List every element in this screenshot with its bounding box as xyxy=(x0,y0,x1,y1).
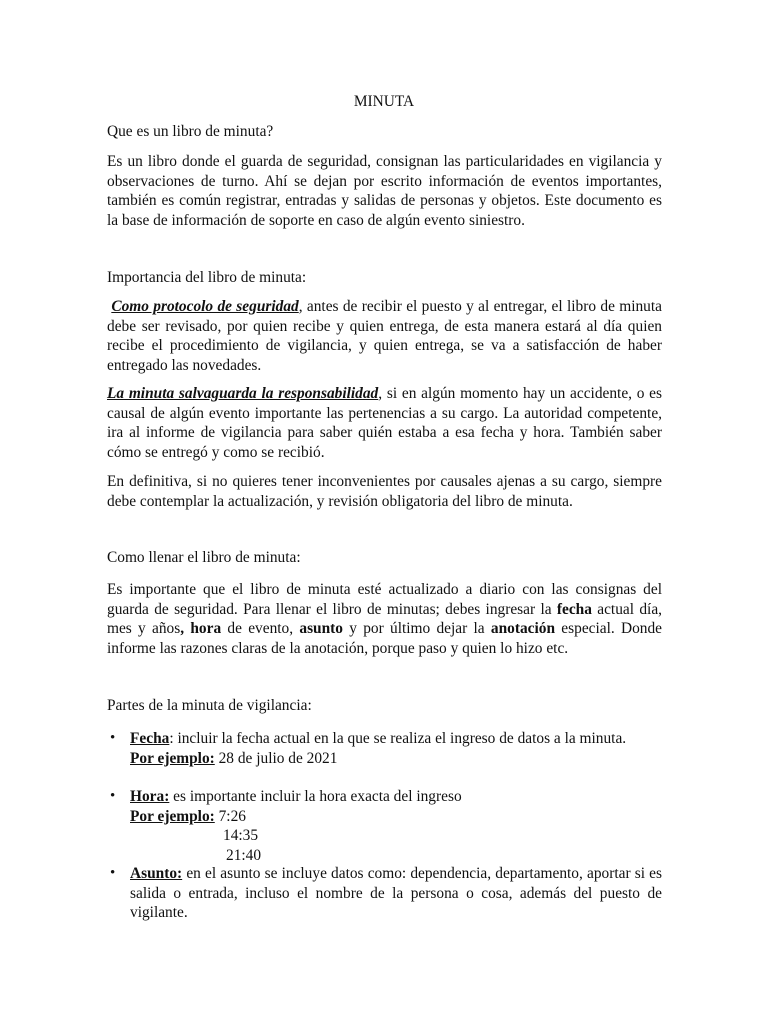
hora-example-label: Por ejemplo: xyxy=(130,807,215,825)
document-title: MINUTA xyxy=(353,93,415,110)
asunto-label: Asunto: xyxy=(130,865,183,882)
fecha-label: Fecha xyxy=(130,730,170,747)
protocol-lead: Como protocolo de seguridad xyxy=(111,298,299,315)
section-heading-fill: Como llenar el libro de minuta: xyxy=(107,549,301,566)
responsibility-lead: La minuta salvaguarda la responsabilidad xyxy=(107,385,379,402)
list-item-asunto xyxy=(110,864,662,923)
paragraph-protocol xyxy=(107,297,662,375)
fecha-text: : incluir la fecha actual en la que se realiza el ingreso de datos a la minuta. xyxy=(169,730,627,747)
hora-label: Hora: xyxy=(130,788,170,805)
list-item-hora xyxy=(110,787,662,865)
hora-example-value-2: 14:35 xyxy=(223,827,259,844)
protocol-text: , antes de recibir el puesto y al entregar, el libro de minuta debe ser revisado, por quien recibe y quien entrega, de esta manera estará al día quien recibe el procedimiento de vigilancia, y quien entrega, se va a satisfacción de haber entregado las novedades. xyxy=(107,298,662,374)
bullet-icon: • xyxy=(110,865,116,881)
paragraph-responsibility xyxy=(107,384,662,462)
asunto-text: en el asunto se incluye datos como: dependencia, departamento, aportar si es salida o entrada, incluso el nombre de la persona o cosa, además del puesto de vigilante. xyxy=(130,865,662,921)
word-hora: , hora xyxy=(180,620,222,637)
fecha-example-label: Por ejemplo: xyxy=(130,749,215,767)
question-heading: Que es un libro de minuta? xyxy=(107,123,274,140)
fecha-example-value: 28 de julio de 2021 xyxy=(214,749,338,767)
paragraph-definition: Es un libro donde el guarda de seguridad, consignan las particularidades en vigilancia y observaciones de turno. Ahí se dejan por escrito información de eventos importantes, también es común registrar, entradas y salidas de personas y objetos. Este documento es la base de información de soporte en caso de algún evento siniestro. xyxy=(107,153,662,229)
word-anotacion: anotación xyxy=(490,620,556,637)
word-fecha: fecha xyxy=(556,600,592,618)
hora-example-value-1: 7:26 xyxy=(214,807,246,825)
bullet-icon: • xyxy=(110,788,116,804)
hora-example-value-3: 21:40 xyxy=(226,846,262,864)
section-heading-importance: Importancia del libro de minuta: xyxy=(107,269,307,286)
bullet-icon: • xyxy=(110,730,116,746)
section-heading-parts: Partes de la minuta de vigilancia: xyxy=(107,697,312,714)
responsibility-text: , si en algún momento hay un accidente, o es causal de algún evento importante las pertenencias a su cargo. La autoridad competente, ira al informe de vigilancia para saber quién estaba a esa fecha y hora. También saber cómo se entregó y como se recibió. xyxy=(107,385,663,461)
word-asunto: asunto xyxy=(299,620,343,637)
paragraph-fill-instructions: Es importante que el libro de minuta esté actualizado a diario con las consignas del guarda de seguridad. Para llenar el libro de minutas; debes ingresar la fecha actual día, mes y años, hora de evento, asunto y por último dejar la anotación especial. Donde informe las razones claras de la anotación, porque paso y quien lo hizo etc. xyxy=(107,581,663,657)
paragraph-conclusion: En definitiva, si no quieres tener inconvenientes por causales ajenas a su cargo, siempre debe contemplar la actualización, y revisión obligatoria del libro de minuta. xyxy=(107,473,662,510)
list-item-fecha xyxy=(110,729,662,768)
hora-text: es importante incluir la hora exacta del ingreso xyxy=(169,788,462,805)
